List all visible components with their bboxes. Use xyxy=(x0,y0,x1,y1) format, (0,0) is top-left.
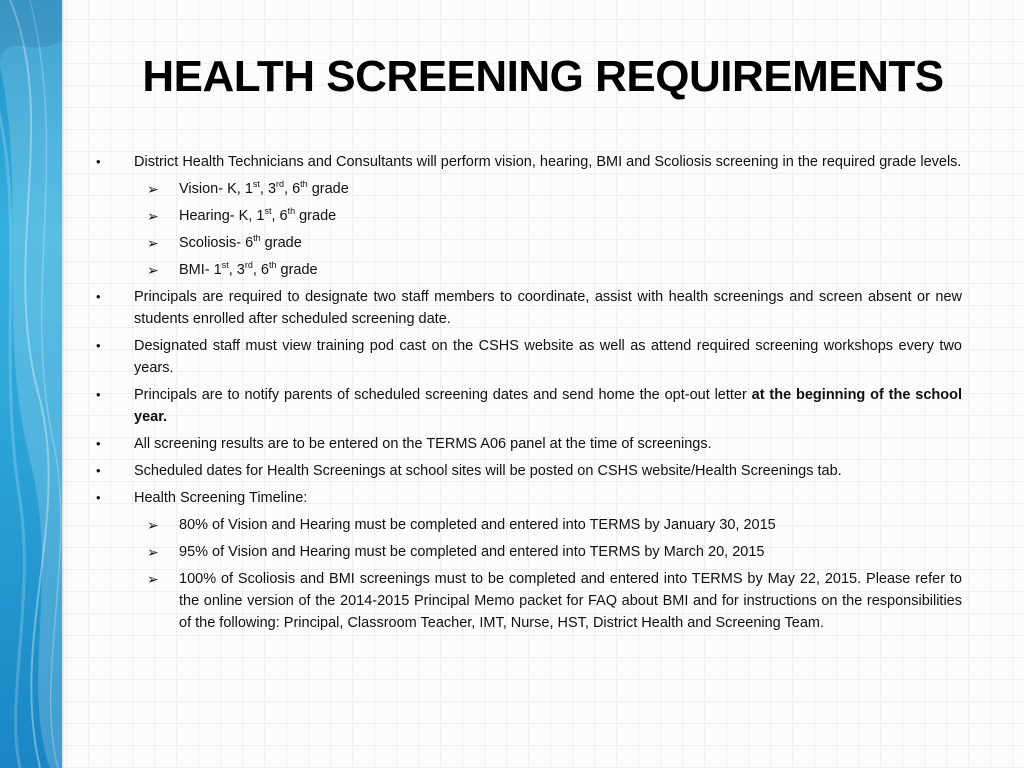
item-text: BMI- 1st, 3rd, 6th grade xyxy=(179,260,318,278)
sidebar-shadow xyxy=(62,0,65,768)
list-item xyxy=(92,384,962,428)
item-text: Scheduled dates for Health Screenings at school sites will be posted on CSHS website/Health Screenings tab. xyxy=(134,463,842,479)
page-title: HEALTH SCREENING REQUIREMENTS xyxy=(142,52,944,101)
list-item xyxy=(92,460,962,482)
emphasis-text: at the beginning of the school year. xyxy=(134,387,962,425)
item-text: Hearing- K, 1st, 6th grade xyxy=(179,206,337,224)
item-text: 95% of Vision and Hearing must be completed and entered into TERMS by March 20, 2015 xyxy=(179,544,765,560)
sub-list-item-bmi xyxy=(92,259,962,281)
sub-list-item-scoliosis xyxy=(92,232,962,254)
arrowhead-right-icon: ➢ xyxy=(147,235,159,251)
slide-content xyxy=(92,151,962,639)
list-item xyxy=(92,286,962,330)
bullet-dot-icon: • xyxy=(96,387,101,402)
item-text: All screening results are to be entered on the TERMS A06 panel at the time of screenings. xyxy=(134,436,712,452)
item-text: 100% of Scoliosis and BMI screenings must to be completed and entered into TERMS by May 22, 2015. Please refer to the online version of the 2014-2015 Principal Memo packet for FAQ about BMI and for instructions on the responsibilities of the following: Principal, Classroom Teacher, IMT, Nurse, HST, District Health and Screening Team. xyxy=(179,571,962,631)
arrowhead-right-icon: ➢ xyxy=(147,517,159,533)
arrowhead-right-icon: ➢ xyxy=(147,208,159,224)
item-text: Designated staff must view training pod cast on the CSHS website as well as attend required screening workshops every two years. xyxy=(134,338,962,376)
bullet-dot-icon: • xyxy=(96,154,101,169)
sub-list-item-vision xyxy=(92,178,962,200)
arrowhead-right-icon: ➢ xyxy=(147,262,159,278)
bullet-dot-icon: • xyxy=(96,436,101,451)
arrowhead-right-icon: ➢ xyxy=(147,544,159,560)
item-text: 80% of Vision and Hearing must be completed and entered into TERMS by January 30, 2015 xyxy=(179,517,776,533)
arrowhead-right-icon: ➢ xyxy=(147,571,159,587)
sub-list-item-timeline xyxy=(92,568,962,634)
bullet-dot-icon: • xyxy=(96,338,101,353)
list-item xyxy=(92,433,962,455)
bullet-dot-icon: • xyxy=(96,490,101,505)
item-text: Scoliosis- 6th grade xyxy=(179,233,302,251)
bullet-dot-icon: • xyxy=(96,289,101,304)
item-text: Health Screening Timeline: xyxy=(134,490,308,506)
item-text: Principals are required to designate two staff members to coordinate, assist with health screenings and screen absent or new students enrolled after scheduled screening date. xyxy=(134,289,962,327)
sidebar-wave-pattern xyxy=(0,0,62,768)
arrowhead-right-icon: ➢ xyxy=(147,181,159,197)
decorative-sidebar xyxy=(0,0,62,768)
list-item xyxy=(92,151,962,173)
sub-list-item-timeline xyxy=(92,514,962,536)
item-text: Vision- K, 1st, 3rd, 6th grade xyxy=(179,179,349,197)
list-item xyxy=(92,487,962,509)
item-text: District Health Technicians and Consultants will perform vision, hearing, BMI and Scoliosis screening in the required grade levels. xyxy=(134,154,962,170)
sub-list-item-hearing xyxy=(92,205,962,227)
item-text: Principals are to notify parents of scheduled screening dates and send home the opt-out letter at the beginning of the school year. xyxy=(134,387,962,425)
bullet-dot-icon: • xyxy=(96,463,101,478)
list-item xyxy=(92,335,962,379)
sub-list-item-timeline xyxy=(92,541,962,563)
